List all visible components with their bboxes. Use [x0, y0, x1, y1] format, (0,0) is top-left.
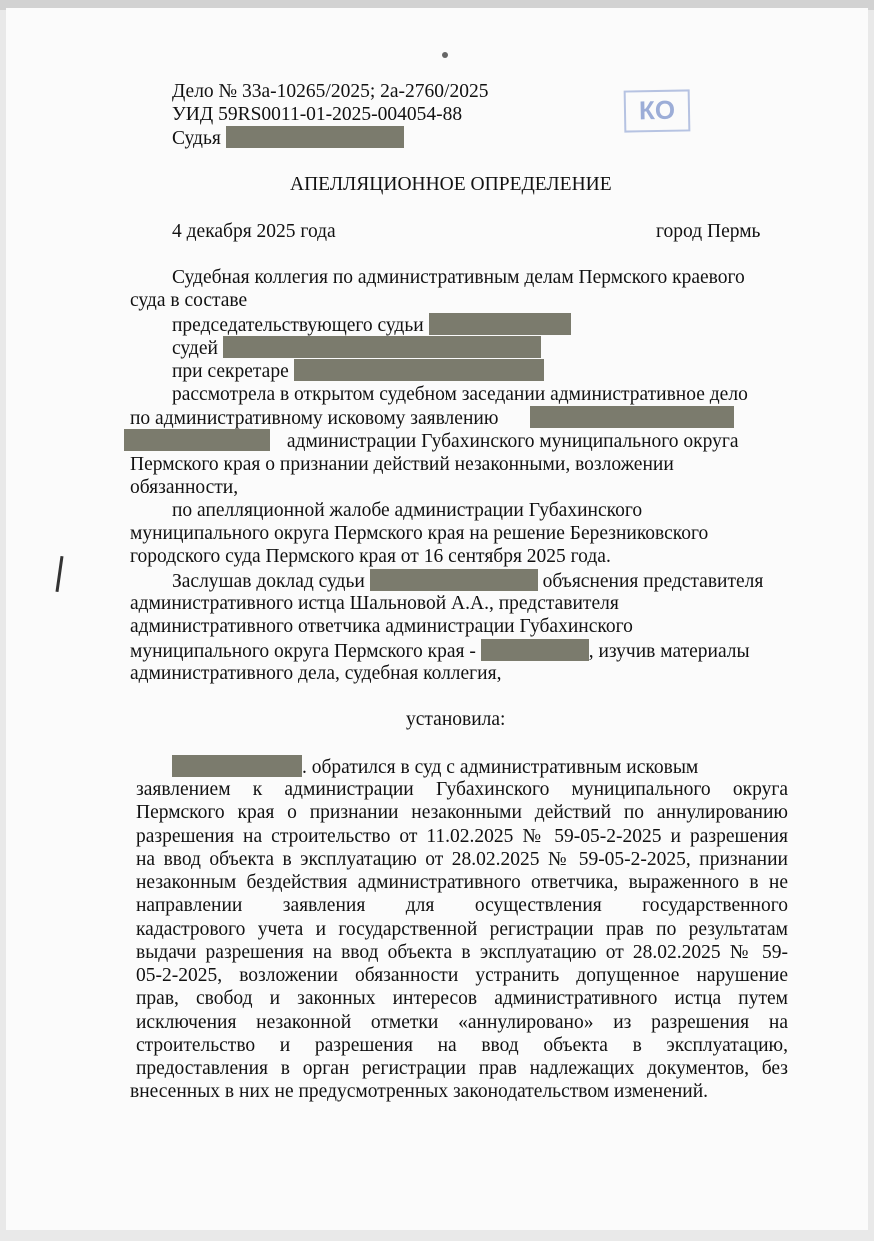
- redaction-presiding: [429, 313, 571, 335]
- body-line-8: кадастрового учета и государственной регистрации прав по результатам: [136, 919, 788, 940]
- considered-line-5: обязанности,: [130, 477, 239, 498]
- body-line-11: прав, свобод и законных интересов административного истца путем: [136, 988, 788, 1009]
- heard-line-5: административного дела, судебная коллегия,: [130, 663, 502, 684]
- body-line-5: на ввод объекта в эксплуатацию от 28.02.2025 № 59-05-2-2025, признании: [136, 849, 788, 870]
- judge-label: Судья: [172, 128, 221, 149]
- considered-line-2: по административному исковому заявлению: [130, 406, 734, 430]
- appeal-line-2: муниципального округа Пермского края на решение Березниковского: [130, 523, 709, 544]
- redaction-representative: [481, 639, 589, 661]
- considered-line-3: администрации Губахинского муниципального округа: [124, 429, 739, 453]
- body-line-9: выдачи разрешения на ввод объекта в эксплуатацию от 28.02.2025 № 59-: [136, 942, 788, 963]
- document-city: город Пермь: [656, 221, 761, 242]
- established-heading: установила:: [406, 709, 506, 730]
- body-line-1: . обратился в суд с административным исковым: [172, 755, 698, 779]
- body-line-14: предоставления в орган регистрации прав надлежащих документов, без: [136, 1058, 788, 1079]
- body-line-10: 05-2-2025, возложении обязанности устранить допущенное нарушение: [136, 965, 788, 986]
- heard-line-2: административного истца Шальновой А.А., представителя: [130, 593, 619, 614]
- appeal-line-3: городского суда Пермского края от 16 сентября 2025 года.: [130, 546, 611, 567]
- heard-line-4: муниципального округа Пермского края - , изучив материалы: [130, 641, 750, 662]
- body-line-3: Пермского края о признании незаконными действий по аннулированию: [136, 802, 788, 823]
- body-line-7: направлении заявления для осуществления государственного: [136, 895, 788, 916]
- panel-line-1: Судебная коллегия по административным делам Пермского краевого: [172, 267, 745, 288]
- heard-line-3: административного ответчика администрации Губахинского: [130, 616, 633, 637]
- body-line-2: заявлением к администрации Губахинского муниципального округа: [136, 779, 788, 800]
- case-uid: УИД 59RS0011-01-2025-004054-88: [172, 104, 463, 125]
- registry-stamp: КО: [624, 89, 691, 132]
- document-date: 4 декабря 2025 года: [172, 221, 336, 242]
- body-line-13: строительство и разрешения на ввод объекта в эксплуатацию,: [136, 1035, 788, 1056]
- document-title: АПЕЛЛЯЦИОННОЕ ОПРЕДЕЛЕНИЕ: [290, 174, 612, 195]
- redaction-plaintiff-2: [124, 429, 270, 451]
- redaction-secretary: [294, 359, 544, 381]
- appeal-line-1: по апелляционной жалобе администрации Губахинского: [172, 500, 643, 521]
- panel-line-2: суда в составе: [130, 290, 248, 311]
- body-line-4: разрешения на строительство от 11.02.2025 № 59-05-2-2025 и разрешения: [136, 826, 788, 847]
- document-page: [6, 8, 868, 1230]
- presiding-judge-line: председательствующего судьи: [172, 313, 571, 337]
- body-line-15: внесенных в них не предусмотренных законодательством изменений.: [130, 1081, 709, 1102]
- scan-speck: [442, 52, 448, 58]
- redaction-judge: [226, 126, 404, 148]
- redaction-plaintiff: [530, 406, 734, 428]
- considered-line-1: рассмотрела в открытом судебном заседании административное дело: [172, 384, 748, 405]
- body-line-12: исключения незаконной отметки «аннулировано» из разрешения на: [136, 1012, 788, 1033]
- redaction-judges: [223, 336, 541, 358]
- secretary-line: при секретаре: [172, 359, 544, 383]
- considered-line-4: Пермского края о признании действий незаконными, возложении: [130, 454, 674, 475]
- redaction-rapporteur: [370, 569, 538, 591]
- heard-line-1: Заслушав доклад судьи объяснения представителя: [172, 571, 764, 592]
- redaction-plaintiff-3: [172, 755, 302, 777]
- judges-line: судей: [172, 336, 541, 360]
- body-line-6: незаконным бездействия административного ответчика, выраженного в не: [136, 872, 788, 893]
- margin-pen-mark: [56, 556, 64, 592]
- judge-line: [172, 126, 404, 150]
- case-number: Дело № 33а-10265/2025; 2а-2760/2025: [172, 81, 489, 102]
